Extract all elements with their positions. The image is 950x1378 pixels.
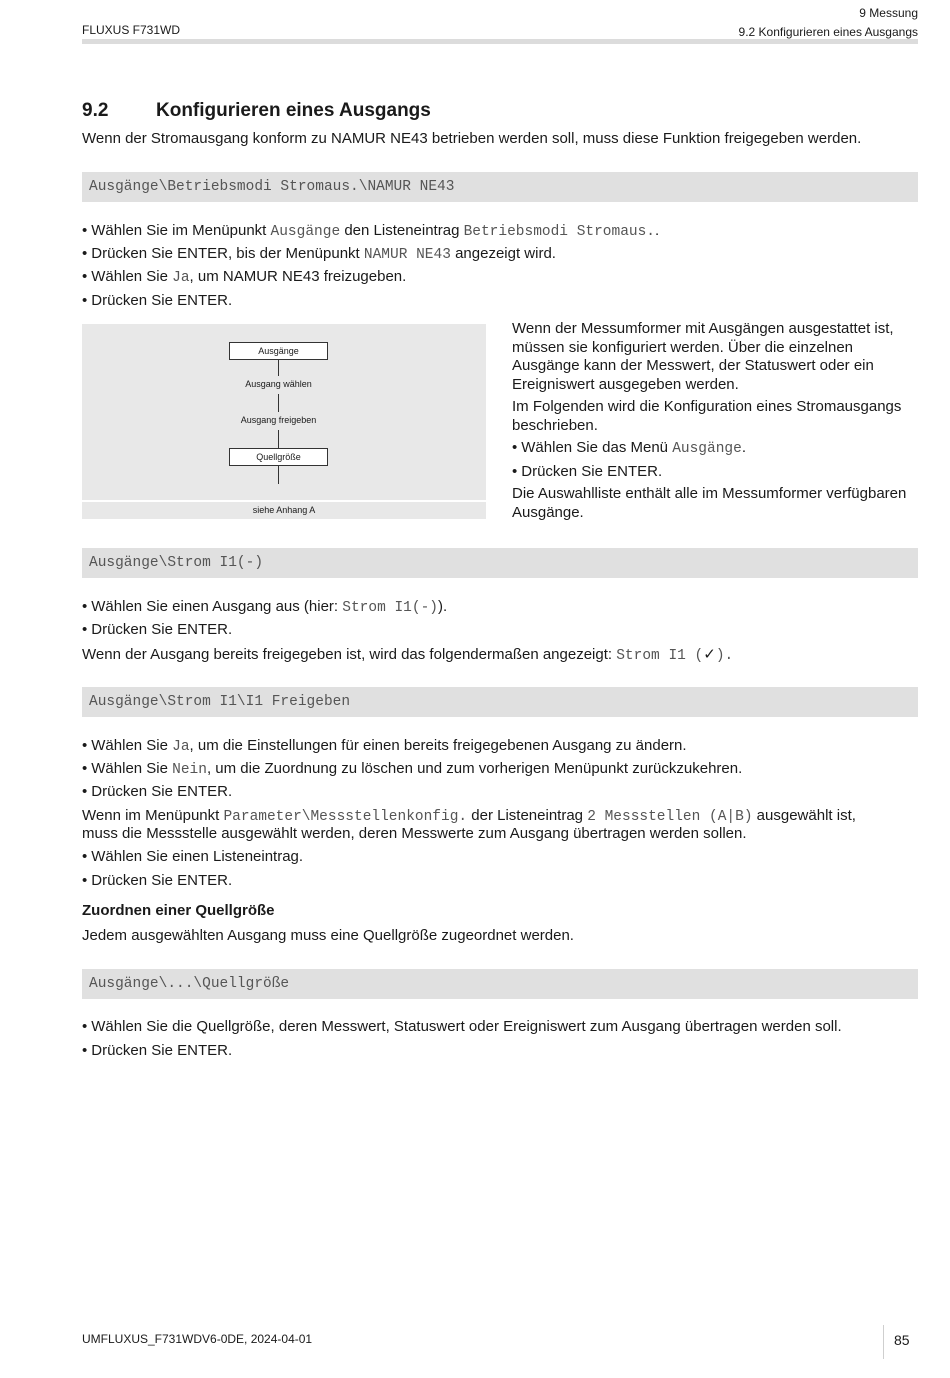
subsection-title: Zuordnen einer Quellgröße	[82, 902, 275, 919]
header-divider	[82, 39, 918, 44]
page-number: 85	[894, 1332, 910, 1348]
diagram-node-ausgaenge: Ausgänge	[229, 342, 328, 360]
step-select-nein: • Wählen Sie Nein, um die Zuordnung zu löschen und zum vorherigen Menüpunkt zurückzukehren.	[82, 760, 918, 778]
checkmark-icon: ✓	[703, 646, 716, 663]
step-press-enter: • Drücken Sie ENTER.	[82, 872, 918, 889]
step-select-source: • Wählen Sie die Quellgröße, deren Messwert, Statuswert oder Ereigniswert zum Ausgang übertragen werden soll.	[82, 1018, 918, 1035]
step-select-ja: • Wählen Sie Ja, um NAMUR NE43 freizugeben.	[82, 268, 918, 286]
header-chapter-info	[739, 4, 918, 42]
step-select-betriebsmodi: • Wählen Sie im Menüpunkt Ausgänge den Listeneintrag Betriebsmodi Stromaus..	[82, 222, 918, 240]
diagram-node-quellgroesse: Quellgröße	[229, 448, 328, 466]
step-enter-namur: • Drücken Sie ENTER, bis der Menüpunkt NAMUR NE43 angezeigt wird.	[82, 245, 918, 263]
menu-path-freigeben: Ausgänge\Strom I1\I1 Freigeben	[82, 687, 918, 717]
diagram-connector	[278, 394, 279, 412]
diagram-connector	[278, 430, 279, 448]
right-column	[512, 320, 918, 522]
right-para-2: Im Folgenden wird die Konfiguration eines Stromausgangs beschrieben.	[512, 398, 902, 434]
menu-path-strom: Ausgänge\Strom I1(-)	[82, 548, 918, 578]
header-product: FLUXUS F731WD	[82, 23, 181, 37]
subsection-text: Jedem ausgewählten Ausgang muss eine Quellgröße zugeordnet werden.	[82, 927, 574, 944]
menu-flow-diagram	[82, 324, 486, 500]
step-select-output: • Wählen Sie einen Ausgang aus (hier: Strom I1(-)).	[82, 598, 918, 616]
enabled-output-note: Wenn der Ausgang bereits freigegeben ist, wird das folgendermaßen angezeigt: Strom I1 (✓).	[82, 646, 734, 664]
footer-divider	[883, 1325, 884, 1359]
section-number: 9.2	[82, 100, 109, 121]
diagram-caption: siehe Anhang A	[82, 502, 486, 519]
step-press-enter: • Drücken Sie ENTER.	[82, 783, 918, 800]
diagram-connector	[278, 466, 279, 484]
header-section: 9.2 Konfigurieren eines Ausgangs	[738, 25, 918, 39]
section-title: Konfigurieren eines Ausgangs	[156, 100, 431, 121]
right-step-select-menu: • Wählen Sie das Menü Ausgänge.	[512, 439, 918, 459]
footer-doc-id: UMFLUXUS_F731WDV6-0DE, 2024-04-01	[82, 1332, 313, 1346]
measuring-point-note: Wenn im Menüpunkt Parameter\Messstellenkonfig. der Listeneintrag 2 Messstellen (A|B) ausgewählt ist,	[82, 807, 856, 825]
diagram-node-ausgang-waehlen: Ausgang wählen	[245, 379, 312, 389]
step-select-ja: • Wählen Sie Ja, um die Einstellungen für einen bereits freigegebenen Ausgang zu ändern.	[82, 737, 918, 755]
diagram-node-ausgang-freigeben: Ausgang freigeben	[240, 415, 317, 425]
diagram-connector	[278, 360, 279, 376]
right-para-3: Die Auswahlliste enthält alle im Messumformer verfügbaren Ausgänge.	[512, 485, 907, 521]
step-press-enter: • Drücken Sie ENTER.	[82, 621, 918, 638]
step-press-enter: • Drücken Sie ENTER.	[82, 292, 918, 309]
intro-text: Wenn der Stromausgang konform zu NAMUR NE43 betrieben werden soll, muss diese Funktion freigegeben werden.	[82, 130, 862, 147]
menu-path-namur: Ausgänge\Betriebsmodi Stromaus.\NAMUR NE43	[82, 172, 918, 202]
right-para-1: Wenn der Messumformer mit Ausgängen ausgestattet ist, müssen sie konfiguriert werden. Über die einzelnen Ausgänge kann der Messwert, der Statuswert oder ein Ereigniswert ausgegeben werden.	[512, 320, 894, 393]
measuring-point-note-cont: muss die Messstelle ausgewählt werden, deren Messwerte zum Ausgang übertragen werden sollen.	[82, 825, 747, 842]
right-step-enter: • Drücken Sie ENTER.	[512, 463, 918, 482]
menu-path-quellgroesse: Ausgänge\...\Quellgröße	[82, 969, 918, 999]
step-select-list-entry: • Wählen Sie einen Listeneintrag.	[82, 848, 918, 865]
step-press-enter: • Drücken Sie ENTER.	[82, 1042, 918, 1059]
header-chapter: 9 Messung	[859, 6, 918, 20]
